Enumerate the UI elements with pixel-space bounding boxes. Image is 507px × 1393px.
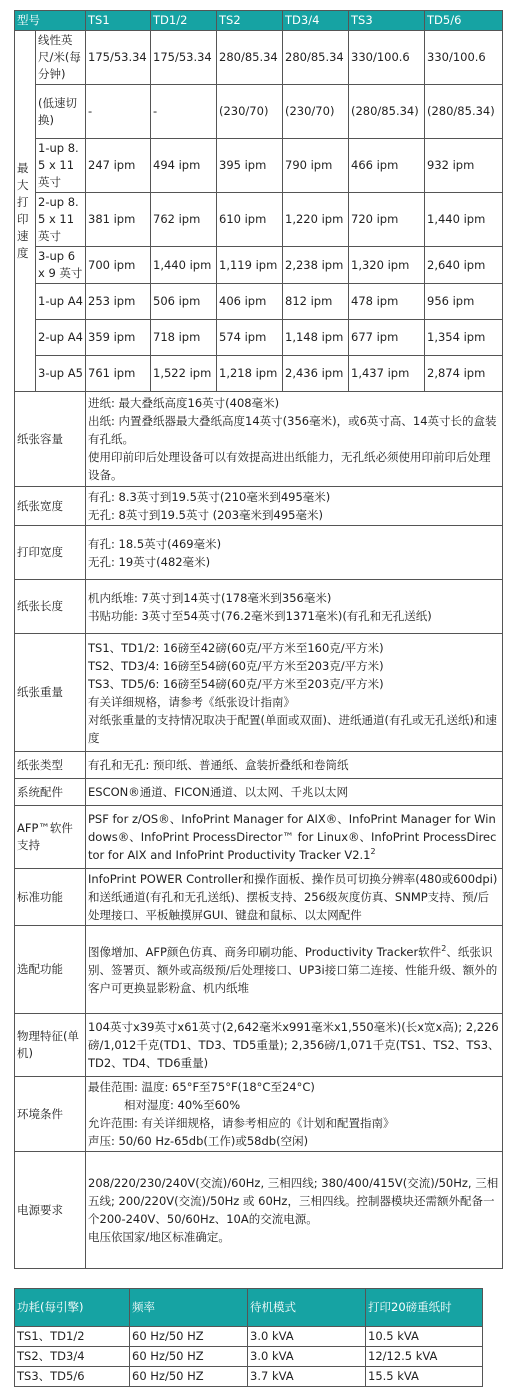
spec-row-label: 环境条件 <box>15 1077 86 1152</box>
speed-value-cell: - <box>86 85 151 139</box>
spec-row-content <box>86 526 503 580</box>
power-cell: 12/12.5 kVA <box>366 1347 483 1367</box>
power-cell: 10.5 kVA <box>366 1327 483 1347</box>
spec-row-label: 系统配件 <box>15 779 86 806</box>
power-row <box>15 1347 483 1367</box>
speed-row <box>15 85 503 139</box>
speed-value-cell: - <box>151 85 217 139</box>
spec-line: 出纸: 内置叠纸器最大叠纸高度14英寸(356毫米)，或6英寸高、14英寸长的盒装有孔纸。 <box>88 414 497 446</box>
speed-value-cell: 610 ipm <box>217 193 283 247</box>
speed-value-cell: 720 ipm <box>349 193 425 247</box>
speed-value-cell: 677 ipm <box>349 320 425 356</box>
spec-row-label: 电源要求 <box>15 1152 86 1269</box>
speed-value-cell: 700 ipm <box>86 247 151 284</box>
model-column-header: TS1 <box>86 11 151 31</box>
power-column-header: 打印20磅重纸时 <box>366 1289 483 1327</box>
speed-value-cell: 2,436 ipm <box>283 356 349 392</box>
spec-row <box>15 752 503 779</box>
speed-value-cell: 1,320 ipm <box>349 247 425 284</box>
spec-line: 相对湿度: 40%至60% <box>124 1098 241 1112</box>
spec-row-label: 纸张宽度 <box>15 487 86 526</box>
speed-value-cell: 330/100.6 <box>425 31 503 85</box>
speed-value-cell: 381 ipm <box>86 193 151 247</box>
power-cell: 3.0 kVA <box>248 1327 366 1347</box>
speed-row-label: (低速切换) <box>36 85 86 139</box>
spec-row-label: 物理特征(单机) <box>15 1014 86 1077</box>
speed-value-cell: 812 ipm <box>283 284 349 320</box>
spec-row <box>15 1152 503 1269</box>
speed-row-label: 2-up A4 <box>36 320 86 356</box>
spec-line: TS2、TD3/4: 16磅至54磅(60克/平方米至203克/平方米) <box>88 658 384 673</box>
speed-row-label: 2-up 8.5 x 11 英寸 <box>36 193 86 247</box>
spec-row-label: 纸张长度 <box>15 580 86 634</box>
spec-row-label: 选配功能 <box>15 926 86 1014</box>
spec-row-label: 纸张类型 <box>15 752 86 779</box>
speed-value-cell: 506 ipm <box>151 284 217 320</box>
spec-line: 声压: 50/60 Hz-65db(工作)或58db(空闲) <box>88 1134 309 1148</box>
spec-row-content <box>86 1014 503 1077</box>
spec-line: InfoPrint POWER Controller和操作面板、操作员可切换分辨率(480或600dpi)和送纸通道(有孔和无孔送纸)、摆板支持、256级灰度仿真、SNMP支持、预/后处理接口、平板触摸屏GUI、键盘和鼠标、以太网配件 <box>88 872 498 922</box>
power-cell: 3.7 kVA <box>248 1367 366 1387</box>
speed-value-cell: 932 ipm <box>425 139 503 193</box>
speed-value-cell: 253 ipm <box>86 284 151 320</box>
speed-value-cell: 395 ipm <box>217 139 283 193</box>
spec-header-row <box>15 11 503 31</box>
spec-row <box>15 392 503 487</box>
speed-row-label: 3-up A5 <box>36 356 86 392</box>
power-cell: 3.0 kVA <box>248 1347 366 1367</box>
speed-value-cell: 2,874 ipm <box>425 356 503 392</box>
speed-row-label: 1-up 8.5 x 11 英寸 <box>36 139 86 193</box>
speed-row-label: 线性英尺/米(每分钟) <box>36 31 86 85</box>
max-print-speed-category: 最大打印速度 <box>15 31 36 392</box>
spec-line: 最佳范围: 温度: 65°F至75°F(18°C至24°C) <box>88 1080 315 1094</box>
spec-line: TS1、TD1/2: 16磅至42磅(60克/平方米至160克/平方米) <box>88 640 384 655</box>
speed-value-cell: 1,119 ipm <box>217 247 283 284</box>
spec-row <box>15 926 503 1014</box>
spec-row-content <box>86 806 503 869</box>
spec-row-content <box>86 634 503 752</box>
spec-row-content <box>86 752 503 779</box>
speed-value-cell: 175/53.34 <box>151 31 217 85</box>
spec-row <box>15 1077 503 1152</box>
speed-value-cell: 1,437 ipm <box>349 356 425 392</box>
spec-line: PSF for z/OS®、InfoPrint Manager for AIX®、InfoPrint Manager for Windows®、InfoPrint ProcessDirector™ for Linux®、InfoPrint ProcessDirector for AIX and InfoPrint Productivity Tracker $V2.1^2$ <box>88 812 497 862</box>
spec-line: 允许范围: 有关详细规格，请参考相应的《计划和配置指南》 <box>88 1116 395 1130</box>
spec-row <box>15 1014 503 1077</box>
spec-line: 书贴功能: 3英寸至54英寸(76.2毫米到1371毫米)(有孔和无孔送纸) <box>88 608 432 623</box>
spec-row <box>15 869 503 926</box>
spec-line: 图像增加、AFP颜色仿真、商务印刷功能、Productivity Tracker软件$^2$、纸张识别、签署页、额外或高级预/后处理接口、UP3i接口第二连接、性能升级、额外的客户可更换显影粉盒、机内纸堆 <box>88 943 498 995</box>
speed-value-cell: 494 ipm <box>151 139 217 193</box>
spec-line: 有孔和无孔: 预印纸、普通纸、盒装折叠纸和卷筒纸 <box>88 758 349 772</box>
speed-value-cell: (280/85.34) <box>349 85 425 139</box>
speed-value-cell: 761 ipm <box>86 356 151 392</box>
speed-row <box>15 320 503 356</box>
speed-value-cell: 406 ipm <box>217 284 283 320</box>
speed-value-cell: (280/85.34) <box>425 85 503 139</box>
model-column-header: TS2 <box>217 11 283 31</box>
spec-line: 电压依国家/地区标准确定。 <box>88 1230 230 1244</box>
power-cell: TS1、TD1/2 <box>15 1327 130 1347</box>
power-cell: TS2、TD3/4 <box>15 1347 130 1367</box>
spec-line: 有孔: 18.5英寸(469毫米) <box>88 536 222 551</box>
model-header: 型号 <box>15 11 86 31</box>
spec-row <box>15 487 503 526</box>
spec-row-label: 纸张容量 <box>15 392 86 487</box>
power-cell: 60 Hz/50 HZ <box>130 1367 248 1387</box>
power-column-header: 功耗(每引擎) <box>15 1289 130 1327</box>
speed-row <box>15 356 503 392</box>
speed-value-cell: (230/70) <box>217 85 283 139</box>
speed-value-cell: 718 ipm <box>151 320 217 356</box>
spec-row-content <box>86 779 503 806</box>
spec-line: 进纸: 最大叠纸高度16英寸(408毫米) <box>88 396 280 410</box>
speed-value-cell: 175/53.34 <box>86 31 151 85</box>
speed-value-cell: 1,218 ipm <box>217 356 283 392</box>
speed-value-cell: 956 ipm <box>425 284 503 320</box>
speed-value-cell: 1,220 ipm <box>283 193 349 247</box>
spec-line: 机内纸堆: 7英寸到14英寸(178毫米到356毫米) <box>88 590 332 605</box>
speed-value-cell: 1,148 ipm <box>283 320 349 356</box>
speed-row <box>15 139 503 193</box>
spec-line: 有关详细规格，请参考《纸张设计指南》 <box>88 694 295 709</box>
spec-row-content <box>86 487 503 526</box>
speed-row-label: 1-up A4 <box>36 284 86 320</box>
speed-row <box>15 247 503 284</box>
speed-row <box>15 284 503 320</box>
spec-line: 使用印前印后处理设备可以有效提高进出纸能力，无孔纸必须使用印前印后处理设备。 <box>88 450 491 482</box>
spec-line: 208/220/230/240V(交流)/60Hz, 三相四线; 380/400/415V(交流)/50Hz, 三相五线; 200/220V(交流)/50Hz 或 60Hz，三相四线。控制器模块还需额外配备一个200-240V、50/60Hz、10A的交流电源。 <box>88 1176 499 1226</box>
power-cell: TS3、TD5/6 <box>15 1367 130 1387</box>
speed-value-cell: 330/100.6 <box>349 31 425 85</box>
spec-row-label: AFP™软件支持 <box>15 806 86 869</box>
spec-row-label: 标准功能 <box>15 869 86 926</box>
speed-value-cell: 466 ipm <box>349 139 425 193</box>
spec-row <box>15 779 503 806</box>
speed-value-cell: 280/85.34 <box>283 31 349 85</box>
spec-row-content <box>86 1077 503 1152</box>
model-column-header: TS3 <box>349 11 425 31</box>
spec-line: 104英寸x39英寸x61英寸(2,642毫米x991毫米x1,550毫米)(长x宽x高); 2,226磅/1,012千克(TD1、TD3、TD5重量); 2,356磅/1,071千克(TS1、TS2、TS3、TD2、TD4、TD6重量) <box>88 1020 500 1070</box>
speed-value-cell: 1,440 ipm <box>425 193 503 247</box>
spec-row-content <box>86 1152 503 1269</box>
model-column-header: TD5/6 <box>425 11 503 31</box>
power-row <box>15 1367 483 1387</box>
power-table <box>14 1288 483 1387</box>
speed-value-cell: (230/70) <box>283 85 349 139</box>
spec-row-label: 纸张重量 <box>15 634 86 752</box>
speed-value-cell: 574 ipm <box>217 320 283 356</box>
spec-row <box>15 526 503 580</box>
spec-row <box>15 580 503 634</box>
spec-row-content <box>86 926 503 1014</box>
speed-value-cell: 359 ipm <box>86 320 151 356</box>
footnote-marker: 2 <box>370 847 376 857</box>
power-column-header: 频率 <box>130 1289 248 1327</box>
speed-value-cell: 1,522 ipm <box>151 356 217 392</box>
spec-line: TS3、TD5/6: 16磅至54磅(60克/平方米至203克/平方米) <box>88 676 384 691</box>
spec-line: 对纸张重量的支持情况取决于配置(单面或双面)、进纸通道(有孔或无孔送纸)和速度 <box>88 712 497 745</box>
spec-line-tail: 、纸张识别、签署页、额外或高级预/后处理接口、UP3i接口第二连接、性能升级、额外的客户可更换显影粉盒、机内纸堆 <box>88 944 498 995</box>
model-column-header: TD1/2 <box>151 11 217 31</box>
spec-line: 无孔: 19英寸(482毫米) <box>88 554 211 569</box>
power-cell: 60 Hz/50 HZ <box>130 1327 248 1347</box>
speed-row <box>15 31 503 85</box>
speed-value-cell: 280/85.34 <box>217 31 283 85</box>
spec-row-label: 打印宽度 <box>15 526 86 580</box>
speed-value-cell: 247 ipm <box>86 139 151 193</box>
spec-row-content <box>86 392 503 487</box>
power-column-header: 待机模式 <box>248 1289 366 1327</box>
speed-value-cell: 478 ipm <box>349 284 425 320</box>
speed-value-cell: 2,640 ipm <box>425 247 503 284</box>
model-column-header: TD3/4 <box>283 11 349 31</box>
speed-value-cell: 762 ipm <box>151 193 217 247</box>
speed-value-cell: 1,440 ipm <box>151 247 217 284</box>
power-row <box>15 1327 483 1347</box>
footnote-marker: 2 <box>441 943 447 953</box>
spec-row <box>15 806 503 869</box>
power-cell: 60 Hz/50 HZ <box>130 1347 248 1367</box>
power-header-row <box>15 1289 483 1327</box>
spec-line: ESCON®通道、FICON通道、以太网、千兆以太网 <box>88 785 348 799</box>
spec-row <box>15 634 503 752</box>
speed-row-label: 3-up 6 x 9 英寸 <box>36 247 86 284</box>
spec-row-content <box>86 869 503 926</box>
spec-table <box>14 10 503 1269</box>
power-cell: 15.5 kVA <box>366 1367 483 1387</box>
spec-line: 无孔: 8英寸到19.5英寸 (203毫米到495毫米) <box>88 508 323 522</box>
speed-value-cell: 790 ipm <box>283 139 349 193</box>
speed-value-cell: 1,354 ipm <box>425 320 503 356</box>
speed-row <box>15 193 503 247</box>
spec-row-content <box>86 580 503 634</box>
speed-value-cell: 2,238 ipm <box>283 247 349 284</box>
spec-line: 有孔: 8.3英寸到19.5英寸(210毫米到495毫米) <box>88 490 331 504</box>
